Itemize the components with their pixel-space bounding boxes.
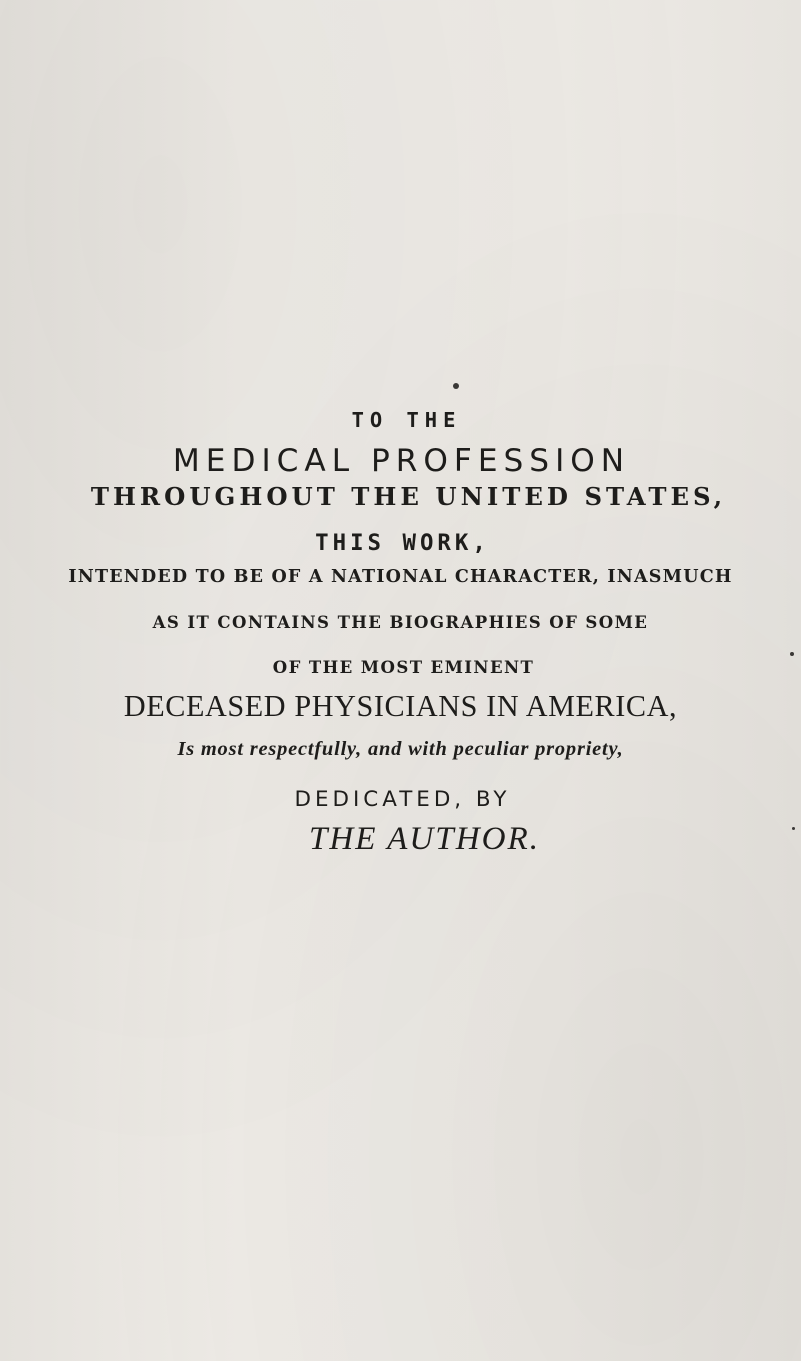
dedication-to-the: TO THE (351, 408, 462, 432)
dedication-the-author: THE AUTHOR. (308, 821, 540, 857)
dedication-deceased-physicians: DECEASED PHYSICIANS IN AMERICA, (123, 689, 678, 723)
dedication-medical-profession: MEDICAL PROFESSION (172, 443, 631, 479)
ink-speck (453, 383, 459, 389)
dedication-throughout-united-states: THROUGHOUT THE UNITED STATES, (90, 482, 727, 511)
dedication-most-eminent: OF THE MOST EMINENT (272, 657, 535, 677)
dedication-dedicated-by: DEDICATED, BY (294, 787, 511, 812)
dedication-respectfully-line: Is most respectfully, and with peculiar propriety, (177, 738, 624, 760)
ink-speck (790, 652, 794, 656)
dedication-contains-line: AS IT CONTAINS THE BIOGRAPHIES OF SOME (152, 612, 649, 632)
dedication-intended-line: INTENDED TO BE OF A NATIONAL CHARACTER, INASMUCH (68, 567, 733, 587)
dedication-this-work: THIS WORK, (315, 530, 490, 556)
